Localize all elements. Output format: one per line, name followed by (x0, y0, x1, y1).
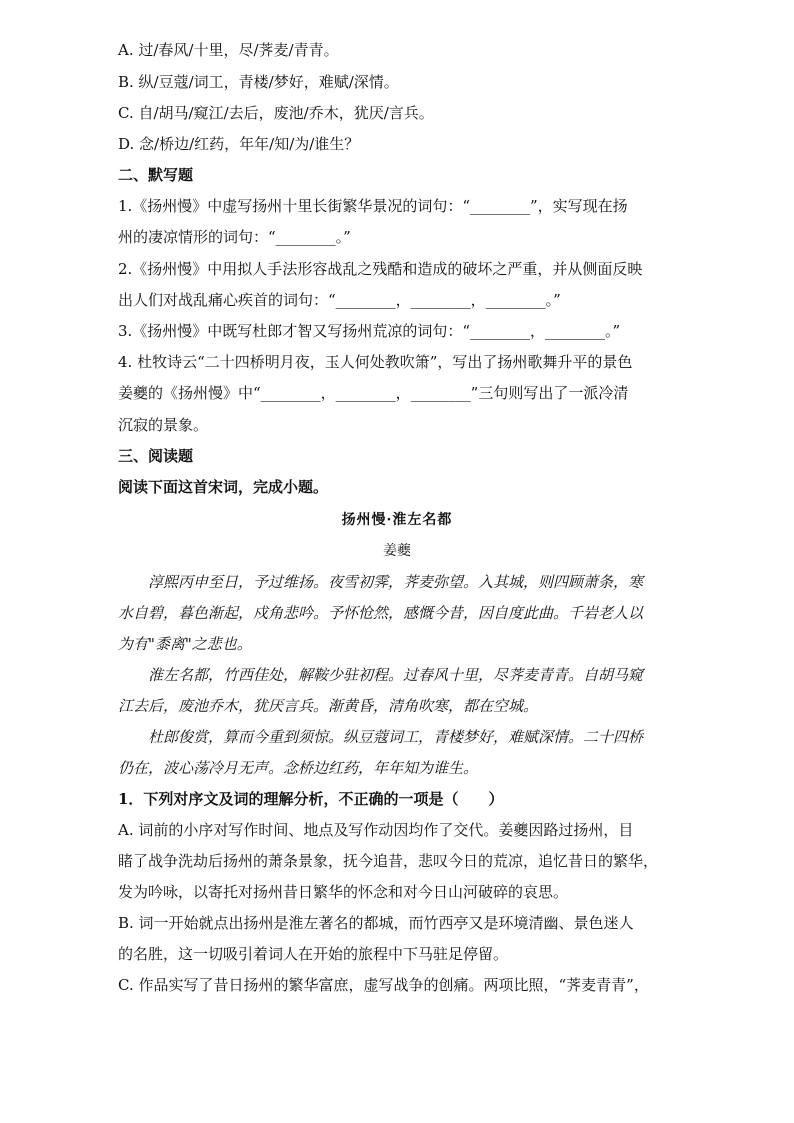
question-1-stem: 1．下列对序文及词的理解分析，不正确的一项是（ ） (118, 790, 504, 808)
poem-body-line: 淮左名都，竹西佳处，解鞍少驻初程。过春风十里，尽荠麦青青。自胡马窥 (148, 666, 644, 684)
section-heading-reading: 三、阅读题 (118, 447, 194, 465)
dictation-line: 3.《扬州慢》中既写杜郎才智又写扬州荒凉的词句：“________，________。” (118, 322, 621, 340)
question-1-option-line: A. 词前的小序对写作时间、地点及写作动因均作了交代。姜夔因路过扬州，目 (118, 821, 634, 839)
poem-body-line: 仍在，波心荡冷月无声。念桥边红药，年年知为谁生。 (118, 759, 479, 777)
dictation-line: 4. 杜牧诗云“二十四桥明月夜，玉人何处教吹箫”，写出了扬州歌舞升平的景色 (118, 353, 633, 371)
poem-preface-line: 为有"黍离"之悲也。 (118, 635, 252, 653)
question-1-option-line: 发为吟咏，以寄托对扬州昔日繁华的怀念和对今日山河破碎的哀思。 (118, 883, 569, 901)
poem-title: 扬州慢·淮左名都 (341, 512, 453, 528)
dictation-line: 沉寂的景象。 (118, 416, 209, 434)
reading-intro: 阅读下面这首宋词，完成小题。 (118, 478, 329, 496)
poem-body-line: 杜郎俊赏，算而今重到须惊。纵豆蔻词工，青楼梦好，难赋深情。二十四桥 (148, 728, 644, 746)
section-heading-dictation: 二、默写题 (118, 166, 194, 184)
question-1-option-line: 睹了战争洗劫后扬州的萧条景象，抚今追昔，悲叹今日的荒凉，追忆昔日的繁华， (118, 852, 659, 870)
dictation-line: 姜夔的《扬州慢》中“________，________，________”三句则写出了一派冷清 (118, 384, 629, 402)
option-c: C. 自/胡马/窥江/去后，废池/乔木，犹厌/言兵。 (118, 104, 434, 122)
question-1-option-line: C. 作品实写了昔日扬州的繁华富庶，虚写战争的创痛。两项比照，“荠麦青青”， (118, 976, 649, 994)
option-b: B. 纵/豆蔻/词工，青楼/梦好，难赋/深情。 (118, 73, 399, 91)
dictation-line: 出人们对战乱痛心疾首的词句：“________，________，________。” (118, 291, 561, 309)
dictation-line: 2.《扬州慢》中用拟人手法形容战乱之残酷和造成的破坏之严重，并从侧面反映 (118, 260, 643, 278)
poem-preface-line: 淳熙丙申至日，予过维扬。夜雪初霁，荠麦弥望。入其城，则四顾萧条，寒 (148, 573, 644, 591)
poem-author: 姜夔 (383, 543, 411, 559)
dictation-line: 1.《扬州慢》中虚写扬州十里长街繁华景况的词句：“________”，实写现在扬 (118, 197, 628, 215)
option-d: D. 念/桥边/红药，年年/知/为/谁生？ (118, 135, 360, 153)
question-1-option-line: B. 词一开始就点出扬州是淮左著名的都城，而竹西亭又是环境清幽、景色迷人 (118, 914, 634, 932)
poem-body-line: 江去后，废池乔木，犹厌言兵。渐黄昏，清角吹寒，都在空城。 (118, 697, 539, 715)
option-a: A. 过/春风/十里，尽/荠麦/青青。 (118, 41, 339, 59)
question-1-option-line: 的名胜，这一切吸引着词人在开始的旅程中下马驻足停留。 (118, 945, 509, 963)
dictation-line: 州的凄凉情形的词句：“________。” (118, 228, 351, 246)
poem-preface-line: 水自碧，暮色渐起，戍角悲吟。予怀怆然，感慨今昔，因自度此曲。千岩老人以 (118, 604, 644, 622)
